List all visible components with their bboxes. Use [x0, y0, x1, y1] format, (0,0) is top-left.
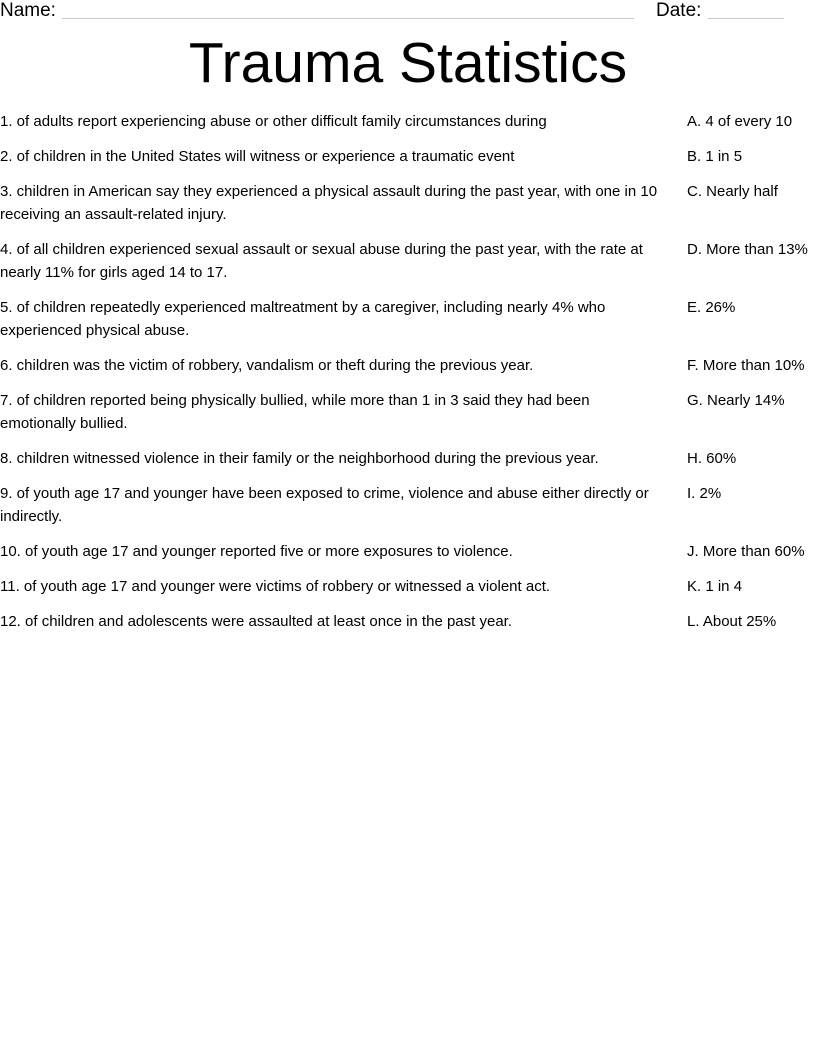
question-row-6: [0, 354, 816, 377]
name-blank-line[interactable]: [62, 18, 634, 19]
question-row-2: [0, 145, 816, 168]
question-text: 10. of youth age 17 and younger reported five or more exposures to violence.: [0, 543, 513, 560]
question-row-7: [0, 389, 816, 435]
question-text: 9. of youth age 17 and younger have been exposed to crime, violence and abuse either directly or indirectly.: [0, 485, 649, 525]
question-row-10: [0, 540, 816, 563]
date-label: Date:: [656, 0, 702, 21]
question-row-8: [0, 447, 816, 470]
question-text: 2. of children in the United States will witness or experience a traumatic event: [0, 148, 515, 165]
question-row-9: [0, 482, 816, 528]
question-text: 11. of youth age 17 and younger were victims of robbery or witnessed a violent act.: [0, 578, 551, 595]
question-text: 12. of children and adolescents were assaulted at least once in the past year.: [0, 613, 512, 630]
answer-option: D. More than 13%: [687, 241, 808, 258]
question-row-4: [0, 238, 816, 284]
answer-option: G. Nearly 14%: [687, 392, 785, 409]
answer-option: L. About 25%: [687, 613, 777, 630]
question-text: 8. children witnessed violence in their family or the neighborhood during the previous year.: [0, 450, 599, 467]
question-text: 4. of all children experienced sexual assault or sexual abuse during the past year, with the rate at nearly 11% for girls aged 14 to 17.: [0, 241, 643, 281]
header-row: [0, 0, 816, 24]
answer-option: B. 1 in 5: [687, 148, 743, 165]
question-row-12: [0, 610, 816, 633]
answer-option: J. More than 60%: [687, 543, 805, 560]
answer-option: F. More than 10%: [687, 357, 805, 374]
question-text: 3. children in American say they experienced a physical assault during the past year, with one in 10 receiving an assault-related injury.: [0, 183, 658, 223]
date-blank-line[interactable]: [708, 18, 784, 19]
question-row-3: [0, 180, 816, 226]
question-text: 5. of children repeatedly experienced maltreatment by a caregiver, including nearly 4% who experienced physical abuse.: [0, 299, 606, 339]
question-text: 1. of adults report experiencing abuse or other difficult family circumstances during: [0, 113, 547, 130]
question-text: 6. children was the victim of robbery, vandalism or theft during the previous year.: [0, 357, 534, 374]
answer-option: I. 2%: [687, 485, 722, 502]
answer-option: H. 60%: [687, 450, 737, 467]
question-text: 7. of children reported being physically bullied, while more than 1 in 3 said they had been emotionally bullied.: [0, 392, 590, 432]
answer-option: E. 26%: [687, 299, 736, 316]
question-list: [0, 110, 816, 645]
question-row-11: [0, 575, 816, 598]
answer-option: K. 1 in 4: [687, 578, 743, 595]
name-label: Name:: [0, 0, 56, 21]
question-row-1: [0, 110, 816, 133]
answer-option: C. Nearly half: [687, 183, 778, 200]
answer-option: A. 4 of every 10: [687, 113, 793, 130]
question-row-5: [0, 296, 816, 342]
worksheet-title: Trauma Statistics: [188, 31, 628, 95]
